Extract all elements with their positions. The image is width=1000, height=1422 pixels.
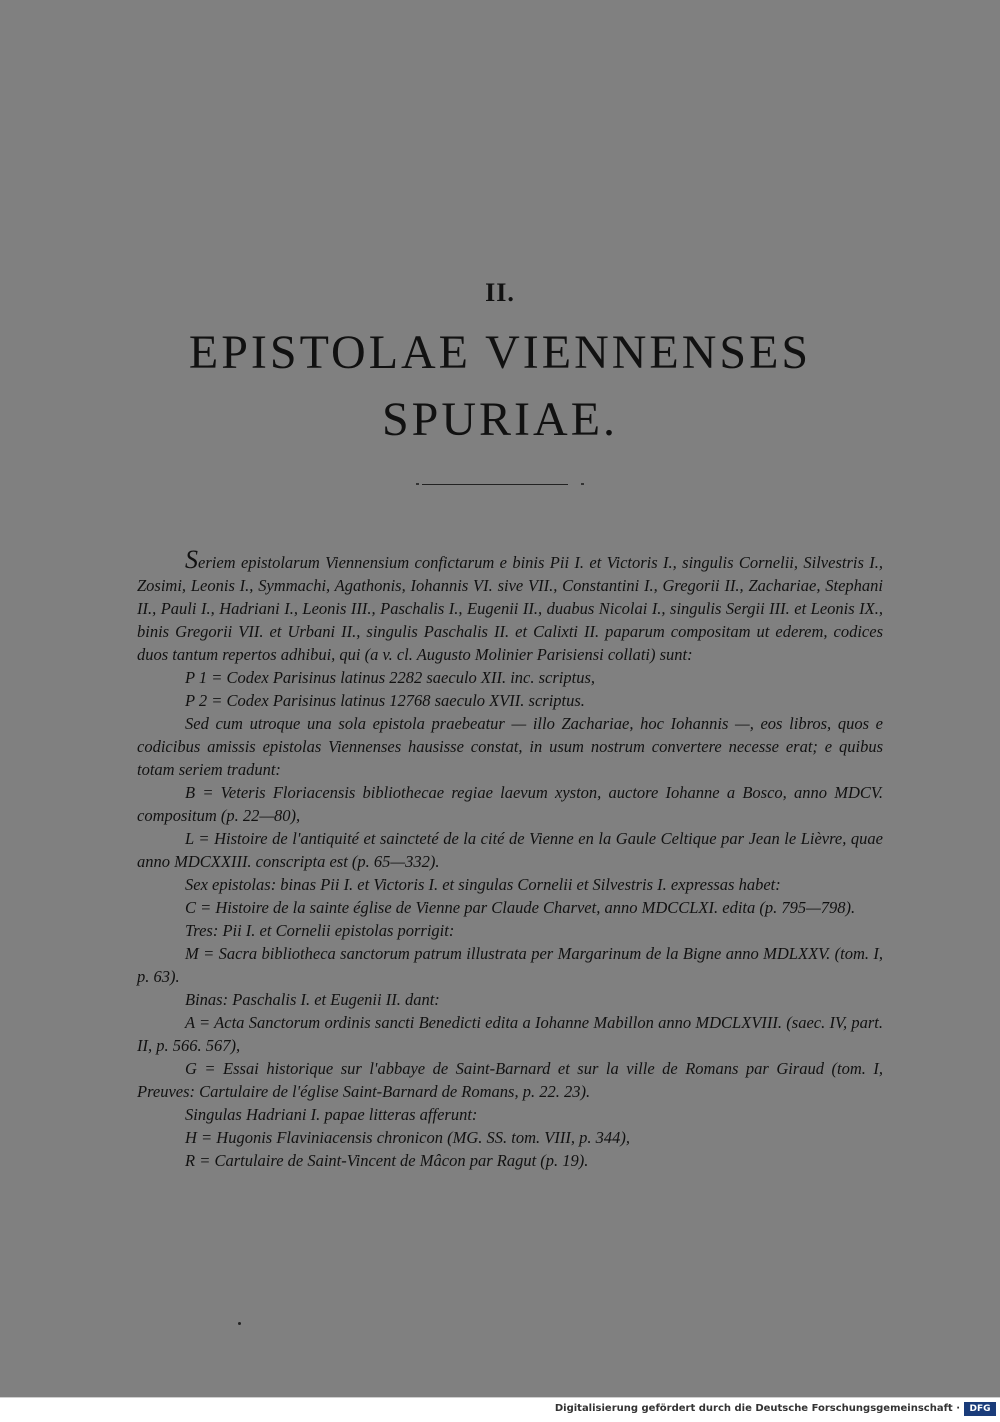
siglum-entry: M = Sacra bibliotheca sanctorum patrum illustrata per Margarinum de la Bigne anno MDLXXV. (tom. I, p. 63). — [137, 944, 883, 986]
paragraph: Singulas Hadriani I. papae litteras afferunt: — [185, 1105, 478, 1124]
siglum-entry: P 1 = Codex Parisinus latinus 2282 saeculo XII. inc. scriptus, — [185, 668, 596, 687]
rule-ornament-left — [416, 483, 419, 485]
siglum-entry: R = Cartulaire de Saint-Vincent de Mâcon par Ragut (p. 19). — [185, 1151, 589, 1170]
page-title-line2: SPURIAE. — [381, 393, 619, 446]
paragraph: Sed cum utroque una sola epistola praebeatur — illo Zachariae, hoc Iohannis —, eos libros, quos e codicibus amissis epistolas Viennenses hausisse constat, in usum nostrum convertere necesse erat; e quibus totam seriem tradunt: — [137, 714, 883, 779]
paragraph: Sex epistolas: binas Pii I. et Victoris I. et singulas Cornelii et Silvestris I. expressas habet: — [185, 875, 781, 894]
paragraph: Tres: Pii I. et Cornelii epistolas porrigit: — [185, 921, 455, 940]
body-text — [137, 545, 883, 1172]
page-title-line1: EPISTOLAE VIENNENSES — [188, 326, 812, 379]
siglum-entry: H = Hugonis Flaviniacensis chronicon (MG. SS. tom. VIII, p. 344), — [185, 1128, 630, 1147]
siglum-entry: G = Essai historique sur l'abbaye de Saint-Barnard et sur la ville de Romans par Giraud (tom. I, Preuves: Cartulaire de l'église Saint-Barnard de Romans, p. 22. 23). — [137, 1059, 883, 1101]
stray-mark — [238, 1322, 241, 1325]
siglum-entry: P 2 = Codex Parisinus latinus 12768 saeculo XVII. scriptus. — [185, 691, 585, 710]
part-number: II. — [485, 278, 515, 307]
paragraph: Seriem epistolarum Viennensium confictarum e binis Pii I. et Victoris I., singulis Cornelii, Silvestris I., Zosimi, Leonis I., Symmachi, Agathonis, Iohannis VI. sive VII., Constantini I., Gregorii II., Zachariae, Stephani II., Pauli I., Hadriani I., Leonis III., Paschalis I., Eugenii II., duabus Nicolai I., singulis Sergii III. et Leonis IX., binis Gregorii VII. et Urbani II., singulis Paschalis II. et Calixti II. paparum compositam ut ederem, codices duos tantum repertos adhibui, qui (a v. cl. Augusto Molinier Parisiensi collati) sunt: — [137, 545, 883, 664]
siglum-entry: B = Veteris Floriacensis bibliothecae regiae laevum xyston, auctore Iohanne a Bosco, anno MDCV. compositum (p. 22—80), — [137, 783, 883, 825]
drop-cap: S — [185, 545, 198, 574]
siglum-entry: A = Acta Sanctorum ordinis sancti Benedicti edita a Iohanne Mabillon anno MDCLXVIII. (saec. IV, part. II, p. 566. 567), — [137, 1013, 883, 1055]
digitization-footer — [0, 1397, 1000, 1422]
footer-credit: Digitalisierung gefördert durch die Deutsche Forschungsgemeinschaft · — [554, 1403, 960, 1414]
siglum-entry: L = Histoire de l'antiquité et saincteté de la cité de Vienne en la Gaule Celtique par Jean le Lièvre, quae anno MDCXXIII. conscripta est (p. 65—332). — [137, 829, 883, 871]
paragraph: Binas: Paschalis I. et Eugenii II. dant: — [185, 990, 440, 1009]
rule-ornament-right — [581, 483, 584, 485]
siglum-entry: C = Histoire de la sainte église de Vienne par Claude Charvet, anno MDCCLXI. edita (p. 795—798). — [185, 898, 856, 917]
title-rule — [422, 484, 568, 485]
dfg-logo-icon: DFG — [964, 1402, 996, 1416]
